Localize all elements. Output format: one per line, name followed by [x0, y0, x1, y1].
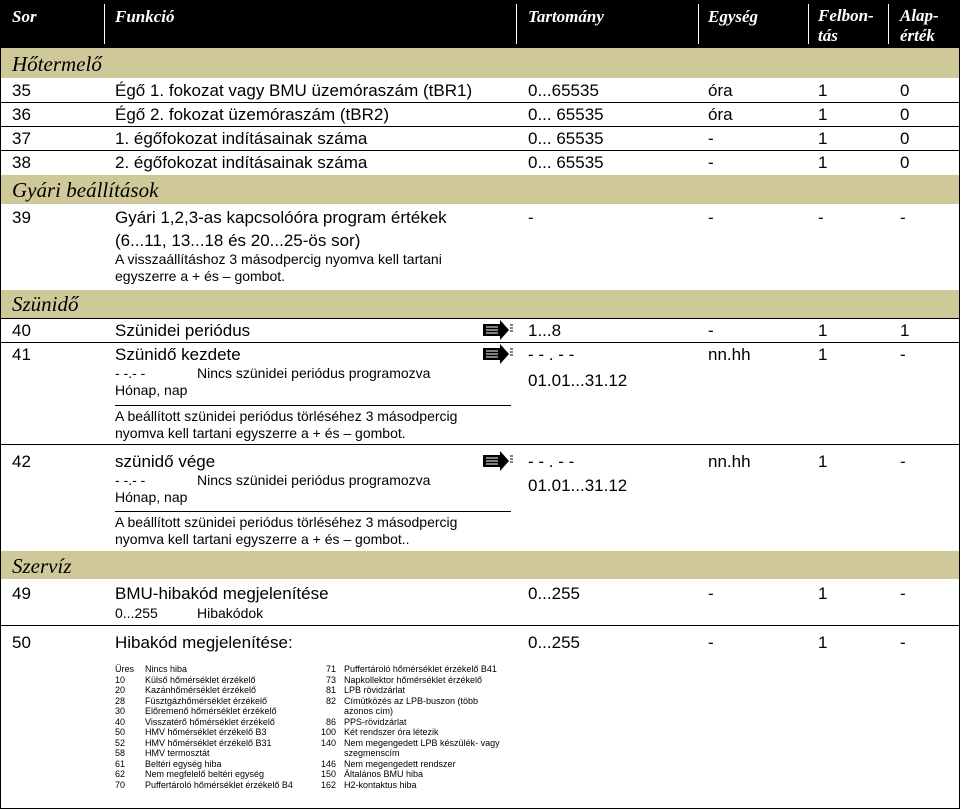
sub-desc: Nincs szünidei periódus programozva	[197, 365, 431, 381]
section-title: Szervíz	[12, 554, 72, 578]
row-unit: -	[708, 153, 714, 172]
table-row	[0, 205, 960, 290]
section-title: Szünidő	[12, 292, 79, 316]
header-felbontas-1: Felbon-	[818, 6, 874, 25]
row-function: Hibakód megjelenítése:	[115, 633, 293, 652]
row-function: BMU-hibakód megjelenítése	[115, 584, 329, 603]
error-code: 52	[115, 737, 126, 748]
row-default: 0	[900, 153, 910, 172]
row-range: 0...255	[528, 633, 580, 652]
error-code-item	[115, 664, 315, 675]
row-range: 0... 65535	[528, 105, 604, 124]
error-description: H2-kontaktus hiba	[344, 779, 417, 790]
note-divider	[115, 511, 511, 512]
error-code-item	[115, 696, 315, 707]
row-range: 1...8	[528, 321, 562, 340]
row-number: 39	[12, 208, 31, 227]
header-alapertek-1: Alap-	[900, 6, 939, 25]
row-unit: -	[708, 208, 714, 227]
error-code-item	[318, 748, 518, 759]
header-sor: Sor	[12, 7, 37, 26]
error-description: Napkollektor hőmérséklet érzékelő	[344, 674, 483, 685]
section-szerviz	[0, 551, 960, 579]
error-code: 150	[320, 769, 336, 779]
header-divider	[104, 4, 105, 44]
row-range: 0... 65535	[528, 129, 604, 148]
header-divider	[698, 4, 699, 44]
error-code-item	[115, 738, 315, 749]
sub-code: - -.- -	[115, 365, 146, 381]
error-description: Nincs hiba	[145, 664, 188, 674]
row-default: 1	[900, 321, 910, 340]
row-unit: -	[708, 584, 714, 603]
error-code-item	[318, 675, 518, 686]
error-code: 30	[115, 706, 126, 716]
error-description: HMV hőmérséklet érzékelő B31	[145, 737, 272, 748]
error-description: Puffertároló hőmérséklet érzékelő B41	[344, 664, 497, 674]
row-resolution: 1	[818, 129, 828, 148]
pointing-hand-arrow-icon	[482, 343, 514, 365]
row-default: 0	[900, 81, 910, 100]
error-code: 40	[115, 716, 126, 727]
error-description: Visszatérő hőmérséklet érzékelő	[145, 716, 275, 727]
header-alapertek-2: érték	[900, 26, 935, 45]
row-function: Szünidei periódus	[115, 321, 251, 340]
error-description: Füsztgázhőmérséklet érzékelő	[145, 695, 268, 706]
error-code: Üres	[115, 664, 135, 674]
row-unit: óra	[708, 105, 733, 124]
row-number: 50	[12, 633, 31, 652]
error-description: Nem megfelelő beltéri egység	[145, 769, 265, 779]
error-description: Általános BMU hiba	[344, 769, 424, 779]
header-egyseg: Egység	[708, 7, 759, 26]
error-description: Beltéri egység hiba	[145, 758, 222, 769]
row-unit: -	[708, 633, 714, 652]
row-resolution: -	[818, 208, 824, 227]
row-unit: óra	[708, 81, 733, 100]
table-row	[0, 103, 960, 126]
table-row	[0, 79, 960, 102]
error-code-item	[115, 780, 315, 791]
row-range-value: 01.01...31.12	[528, 371, 628, 390]
error-description: Kazánhőmérséklet érzékelő	[145, 685, 257, 695]
error-code: 140	[320, 737, 336, 748]
row-range: 0...65535	[528, 81, 599, 100]
row-resolution: 1	[818, 81, 828, 100]
row-unit: nn.hh	[708, 345, 751, 364]
header-funkcio: Funkció	[115, 7, 175, 26]
sub-desc: Nincs szünidei periódus programozva	[197, 472, 431, 488]
row-default: -	[900, 452, 906, 471]
error-description: Címütközés az LPB-buszon (több	[344, 695, 479, 706]
error-code-item	[318, 696, 518, 707]
row-range: 0... 65535	[528, 153, 604, 172]
error-code-item	[318, 780, 518, 791]
error-description: Előremenő hőmérséklet érzékelő	[145, 706, 277, 716]
row-number: 35	[12, 81, 31, 100]
error-code-item	[115, 769, 315, 780]
error-description: Külső hőmérséklet érzékelő	[145, 674, 256, 685]
row-number: 49	[12, 584, 31, 603]
section-gyari	[0, 175, 960, 204]
error-code: 146	[320, 758, 336, 769]
row-function: Égő 1. fokozat vagy BMU üzemóraszám (tBR1)	[115, 81, 473, 100]
error-code-item	[318, 738, 518, 749]
error-code-item	[115, 759, 315, 770]
error-code: 58	[115, 748, 126, 758]
row-unit: -	[708, 129, 714, 148]
table-row	[0, 151, 960, 174]
table-left-border	[0, 0, 1, 809]
row-function: Gyári 1,2,3-as kapcsolóóra program értékek	[115, 208, 447, 227]
error-code: 62	[115, 769, 126, 779]
sub-desc: Hibakódok	[197, 605, 264, 621]
error-code-item	[115, 748, 315, 759]
row-note: nyomva kell tartani egyszerre a + és – gombot.	[115, 425, 406, 441]
error-description: szegmenscím	[344, 748, 400, 758]
error-code-list-right	[318, 664, 518, 794]
error-description: HMV termosztát	[145, 748, 210, 758]
row-range: -	[528, 208, 534, 227]
header-tartomany: Tartomány	[528, 7, 604, 26]
table-row	[0, 580, 960, 625]
error-code-item	[318, 664, 518, 675]
row-note: A beállított szünidei periódus törléséhez 3 másodpercig	[115, 408, 458, 424]
error-code: 86	[325, 716, 336, 727]
error-code: 70	[115, 779, 126, 790]
error-code-item	[115, 675, 315, 686]
error-code: 81	[325, 685, 336, 695]
section-szunido	[0, 290, 960, 318]
error-code-item	[318, 706, 518, 717]
error-code-item	[318, 685, 518, 696]
sub-unit: Hónap, nap	[115, 382, 188, 398]
row-range: - - . - -	[528, 452, 575, 471]
table-row	[0, 127, 960, 150]
row-number: 38	[12, 153, 31, 172]
row-unit: -	[708, 321, 714, 340]
error-description: LPB rövidzárlat	[344, 685, 406, 695]
error-code: 61	[115, 758, 126, 769]
row-number: 41	[12, 345, 31, 364]
table-row	[0, 445, 960, 550]
error-code-item	[115, 685, 315, 696]
error-code: 73	[325, 674, 336, 685]
error-description: HMV hőmérséklet érzékelő B3	[145, 727, 267, 737]
sub-code: 0...255	[115, 605, 158, 621]
pointing-hand-arrow-icon	[482, 319, 514, 341]
row-default: -	[900, 633, 906, 652]
row-default: -	[900, 208, 906, 227]
section-title: Hőtermelő	[12, 52, 102, 76]
table-header	[0, 0, 960, 48]
row-number: 40	[12, 321, 31, 340]
row-resolution: 1	[818, 345, 828, 364]
sub-unit: Hónap, nap	[115, 489, 188, 505]
header-divider	[808, 4, 809, 44]
error-code: 10	[115, 674, 126, 685]
error-code-list-left	[115, 664, 315, 794]
row-resolution: 1	[818, 321, 828, 340]
error-code: 162	[320, 779, 336, 790]
error-code: 100	[320, 727, 336, 737]
error-code: 82	[325, 695, 336, 706]
row-number: 42	[12, 452, 31, 471]
error-description: azonos cím)	[344, 706, 394, 716]
error-code-item	[318, 727, 518, 738]
row-range: 0...255	[528, 584, 580, 603]
error-code: 50	[115, 727, 126, 737]
section-title: Gyári beállítások	[12, 178, 159, 202]
section-hotermelo	[0, 48, 960, 78]
error-code-item	[115, 706, 315, 717]
row-resolution: 1	[818, 105, 828, 124]
row-function: szünidő vége	[115, 452, 216, 471]
row-resolution: 1	[818, 153, 828, 172]
row-number: 37	[12, 129, 31, 148]
header-felbontas-2: tás	[818, 26, 838, 45]
row-resolution: 1	[818, 452, 828, 471]
header-divider	[888, 4, 889, 44]
error-description: Puffertároló hőmérséklet érzékelő B4	[145, 779, 293, 790]
error-code-item	[318, 769, 518, 780]
sub-code: - -.- -	[115, 472, 146, 488]
error-code-item	[115, 717, 315, 728]
error-description: PPS-rövidzárlat	[344, 716, 407, 727]
error-code: 71	[325, 664, 336, 674]
row-default: 0	[900, 129, 910, 148]
row-function-detail: (6...11, 13...18 és 20...25-ös sor)	[115, 231, 361, 250]
error-description: Két rendszer óra létezik	[344, 727, 439, 737]
row-range-value: 01.01...31.12	[528, 476, 628, 495]
row-resolution: 1	[818, 584, 828, 603]
pointing-hand-arrow-icon	[482, 450, 514, 472]
error-code-item	[318, 717, 518, 728]
row-function: Szünidő kezdete	[115, 345, 241, 364]
row-note: A visszaállításhoz 3 másodpercig nyomva kell tartani	[115, 251, 442, 267]
row-function: 2. égőfokozat indításainak száma	[115, 153, 368, 172]
row-note: egyszerre a + és – gombot.	[115, 268, 286, 284]
error-code-item	[115, 727, 315, 738]
row-range: - - . - -	[528, 345, 575, 364]
row-note: A beállított szünidei periódus törléséhez 3 másodpercig	[115, 514, 458, 530]
row-default: 0	[900, 105, 910, 124]
header-divider	[516, 4, 517, 44]
row-resolution: 1	[818, 633, 828, 652]
row-function: Égő 2. fokozat üzemóraszám (tBR2)	[115, 105, 390, 124]
row-function: 1. égőfokozat indításainak száma	[115, 129, 368, 148]
row-default: -	[900, 345, 906, 364]
row-default: -	[900, 584, 906, 603]
row-number: 36	[12, 105, 31, 124]
row-unit: nn.hh	[708, 452, 751, 471]
row-note: nyomva kell tartani egyszerre a + és – gombot..	[115, 531, 410, 547]
note-divider	[115, 405, 511, 406]
table-row	[0, 319, 960, 343]
error-description: Nem megengedett rendszer	[344, 758, 456, 769]
error-code-item	[318, 759, 518, 770]
error-code: 28	[115, 695, 126, 706]
table-row	[0, 343, 960, 444]
error-description: Nem megengedett LPB készülék- vagy	[344, 737, 500, 748]
error-code: 20	[115, 685, 126, 695]
